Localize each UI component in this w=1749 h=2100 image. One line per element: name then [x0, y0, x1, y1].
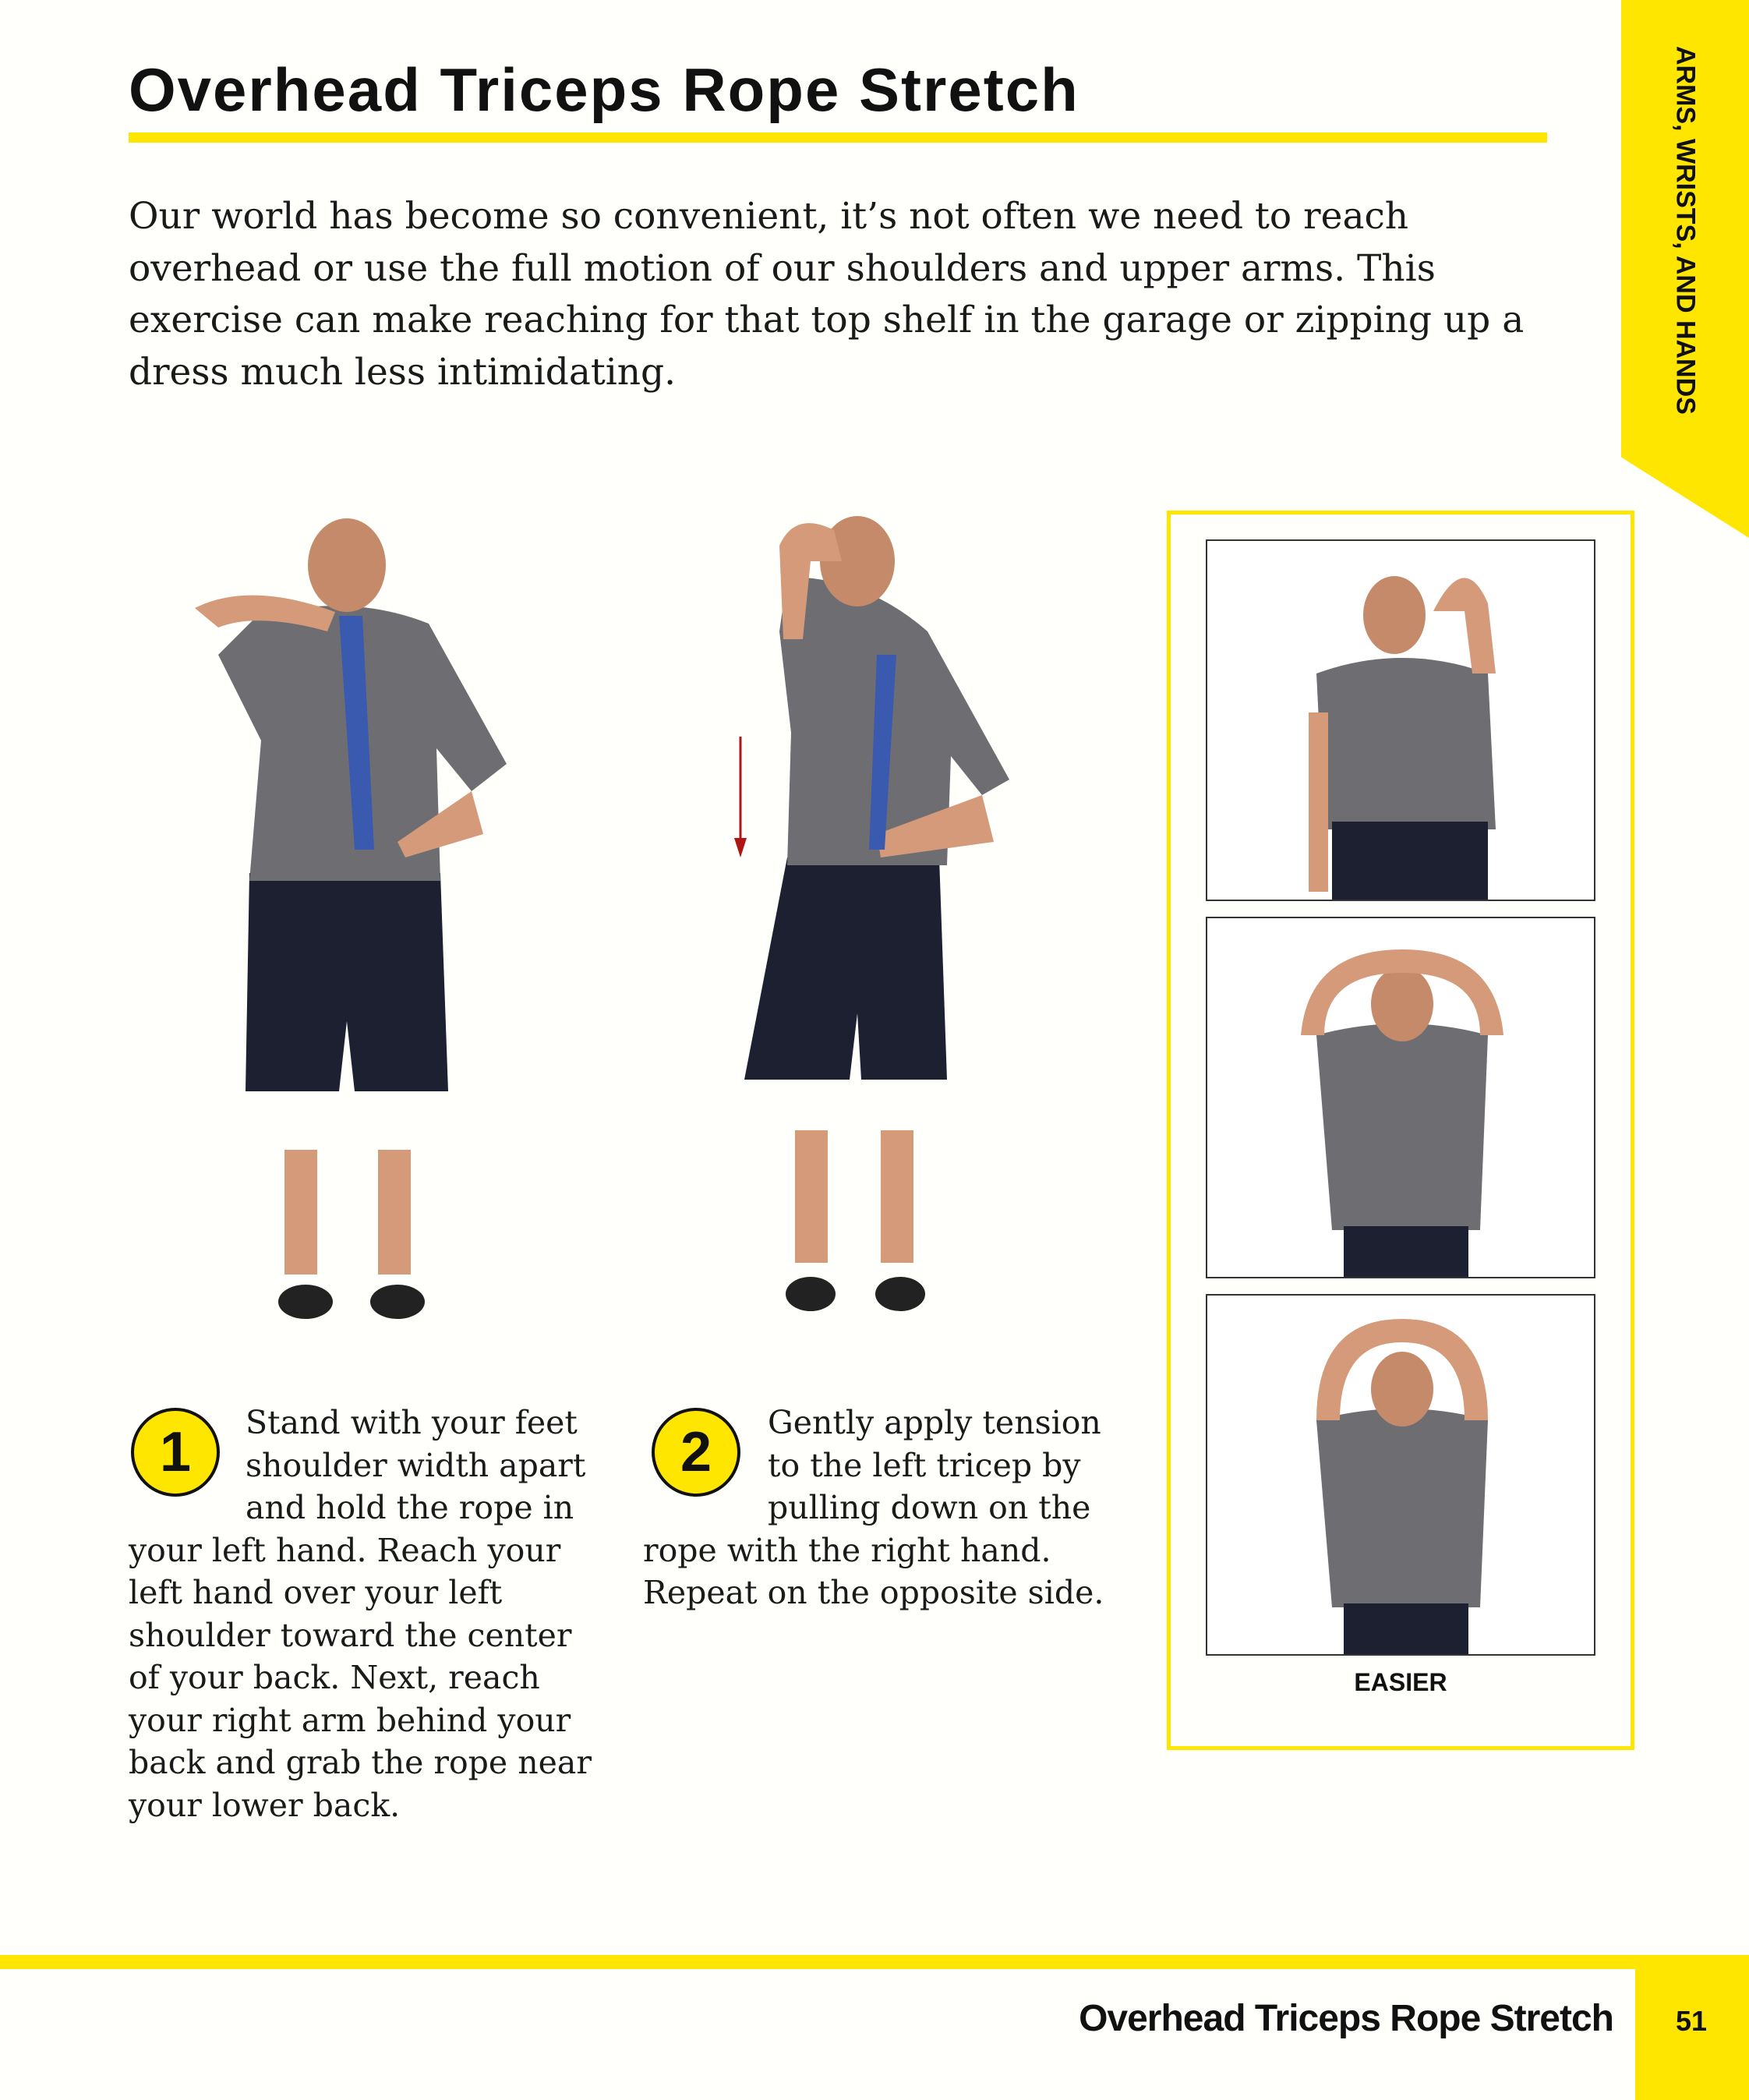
running-footer-title: Overhead Triceps Rope Stretch	[1079, 1998, 1613, 2039]
easier-label: EASIER	[1354, 1668, 1447, 1696]
step-1-text	[129, 1402, 596, 1826]
step-1-badge: 1	[131, 1408, 220, 1497]
page-number: 51	[1675, 2005, 1708, 2037]
easier-photo-2	[1206, 917, 1595, 1278]
intro-paragraph: Our world has become so convenient, it’s not often we need to reach overhead or use the full motion of our shoulders and upper arms. This exercise can make reaching for that top shelf in the garage or zipping up a dress much less intimidating.	[129, 195, 1525, 394]
footer-rule	[0, 1955, 1749, 1969]
step-2-photo	[725, 514, 1021, 1349]
easier-photo-1	[1206, 539, 1595, 901]
step-1-photo	[179, 514, 530, 1349]
easier-variation-box	[1167, 511, 1634, 1750]
down-arrow-icon	[734, 737, 747, 857]
person-back-view-pulling	[744, 516, 1009, 1311]
easier-photo-3	[1206, 1294, 1595, 1656]
section-tab-label	[1621, 0, 1749, 460]
step-2-text	[643, 1402, 1111, 1614]
person-back-view	[195, 518, 507, 1319]
step-2-description: Gently apply tension to the left tricep by pulling down on the rope with the right hand. Repeat on the opposite side.	[643, 1404, 1104, 1611]
title-underline	[129, 133, 1547, 143]
step-1-description: Stand with your feet shoulder width apart and hold the rope in your left hand. Reach your left hand over your left shoulder toward the center of your back. Next, reach your right arm behind your back and grab the rope near your lower back.	[129, 1404, 592, 1824]
step-2-badge: 2	[652, 1408, 740, 1497]
page-title: Overhead Triceps Rope Stretch	[129, 55, 1079, 124]
section-tab-text: ARMS, WRISTS, AND HANDS	[1670, 45, 1701, 415]
